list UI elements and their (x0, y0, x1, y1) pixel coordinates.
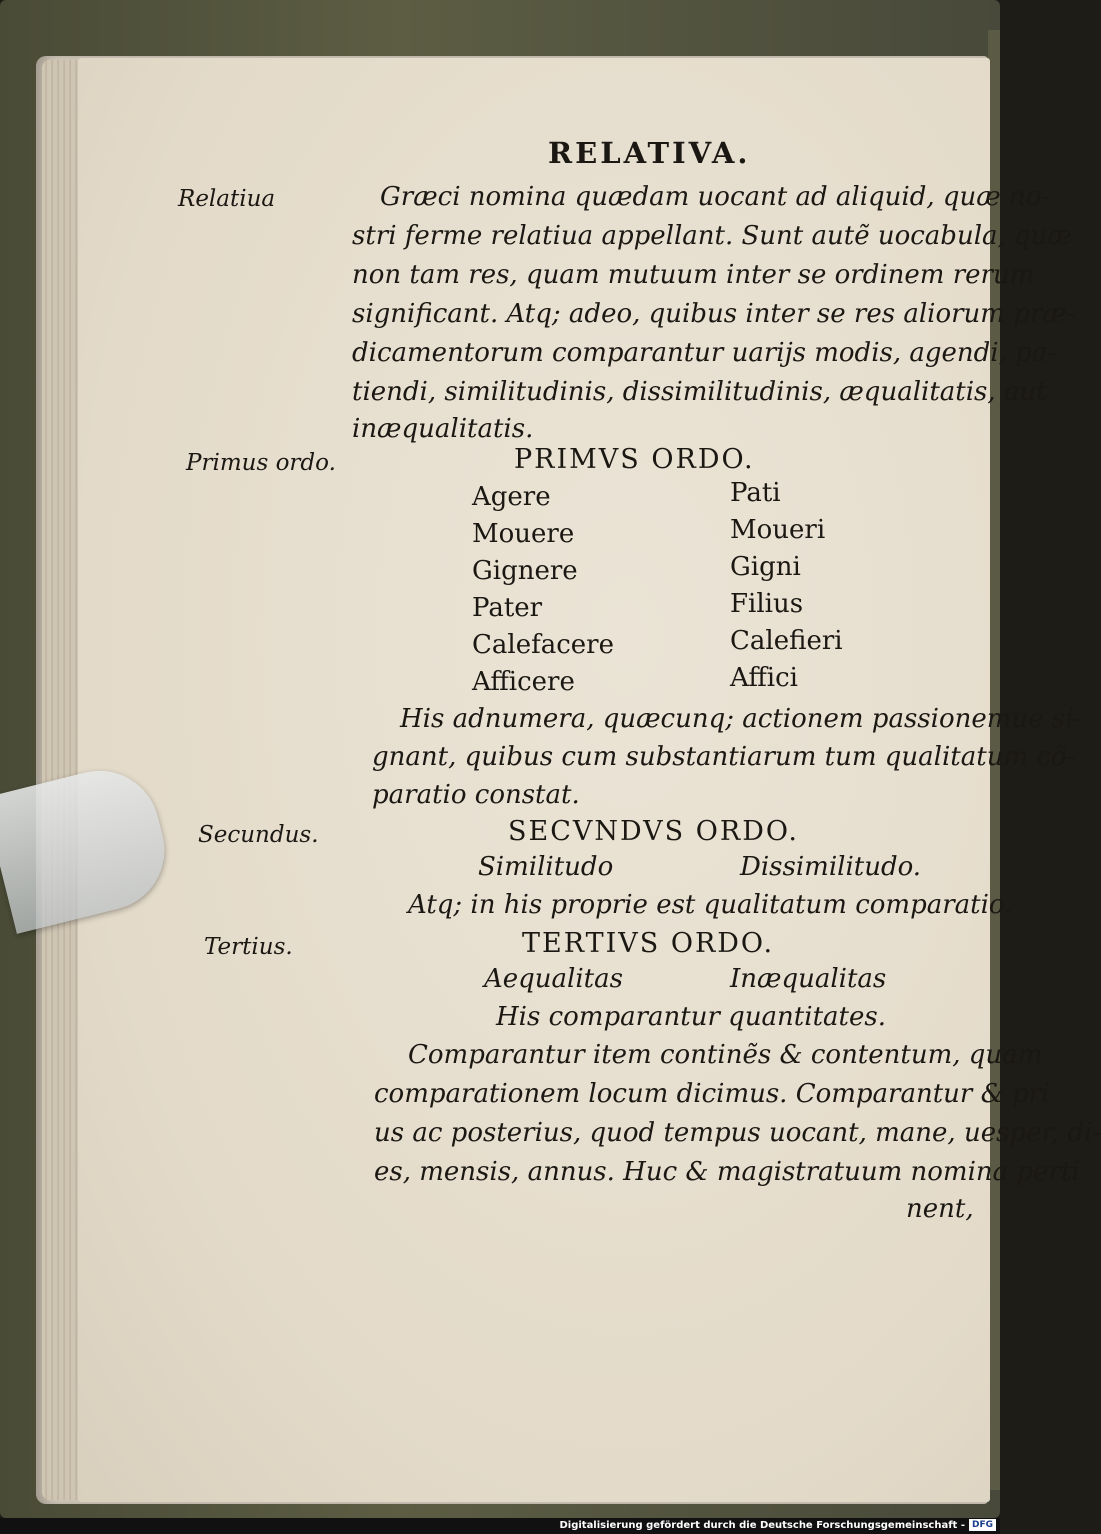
page-title: RELATIVA. (548, 136, 751, 170)
primus-note-line: gnant, quibus cum substantiarum tum qualitatum cõ- (372, 742, 1076, 772)
tertius-heading: TERTIVS ORDO. (522, 928, 775, 959)
intro-line: stri ferme relatiua appellant. Sunt autẽ uocabula, quæ (352, 221, 1072, 251)
tertius-left-word: Aequalitas (484, 964, 623, 994)
closing-line: nent, (906, 1194, 974, 1224)
margin-note-tertius: Tertius. (204, 934, 293, 960)
primus-left-word: Pater (472, 593, 543, 623)
footer-bar (0, 1518, 1000, 1534)
primus-note-line: paratio constat. (372, 780, 580, 810)
primus-right-word: Affici (730, 663, 798, 693)
secundus-left-word: Similitudo (478, 852, 614, 882)
footer-label: Digitalisierung gefördert durch die Deutsche Forschungsgemeinschaft - (559, 1520, 965, 1531)
margin-note-primus: Primus ordo. (186, 450, 336, 476)
primus-right-word: Calefieri (730, 626, 843, 656)
intro-line: inæqualitatis. (352, 414, 534, 444)
primus-right-word: Gigni (730, 552, 801, 582)
intro-line: significant. Atq; adeo, quibus inter se res aliorum præ- (352, 299, 1076, 329)
secundus-note: Atq; in his proprie est qualitatum comparatio. (408, 890, 1013, 920)
tertius-right-word: Inæqualitas (730, 964, 887, 994)
primus-left-word: Gignere (472, 556, 578, 586)
primus-left-word: Agere (472, 482, 551, 512)
primus-right-word: Moueri (730, 515, 826, 545)
secundus-right-word: Dissimilitudo. (740, 852, 922, 882)
closing-line: Comparantur item continẽs & contentum, quam (408, 1040, 1043, 1070)
primus-left-word: Afficere (472, 667, 575, 697)
primus-heading: PRIMVS ORDO. (514, 444, 755, 475)
margin-note-relatiua: Relatiua (178, 186, 276, 212)
primus-note-line: His adnumera, quæcunq; actionem passionemue si- (400, 704, 1083, 734)
intro-line: dicamentorum comparantur uarijs modis, agendi, pa- (352, 338, 1057, 368)
intro-line: tiendi, similitudinis, dissimilitudinis, æqualitatis, aut (352, 377, 1047, 407)
book-page (78, 58, 1101, 1502)
primus-right-word: Filius (730, 589, 804, 619)
primus-left-word: Mouere (472, 519, 575, 549)
primus-right-word: Pati (730, 478, 781, 508)
closing-line: comparationem locum dicimus. Comparantur & pri (374, 1079, 1050, 1109)
margin-note-secundus: Secundus. (198, 822, 319, 848)
closing-line: us ac posterius, quod tempus uocant, mane, uesper, di- (374, 1118, 1101, 1148)
closing-line: es, mensis, annus. Huc & magistratuum nomina perti (374, 1157, 1080, 1187)
dfg-logo-icon: DFG (969, 1519, 996, 1531)
secundus-heading: SECVNDVS ORDO. (508, 816, 799, 847)
intro-line: non tam res, quam mutuum inter se ordinem rerum (352, 260, 1035, 290)
primus-left-word: Calefacere (472, 630, 614, 660)
intro-line: Græci nomina quædam uocant ad aliquid, quæ no- (380, 182, 1051, 212)
tertius-note: His comparantur quantitates. (496, 1002, 886, 1032)
